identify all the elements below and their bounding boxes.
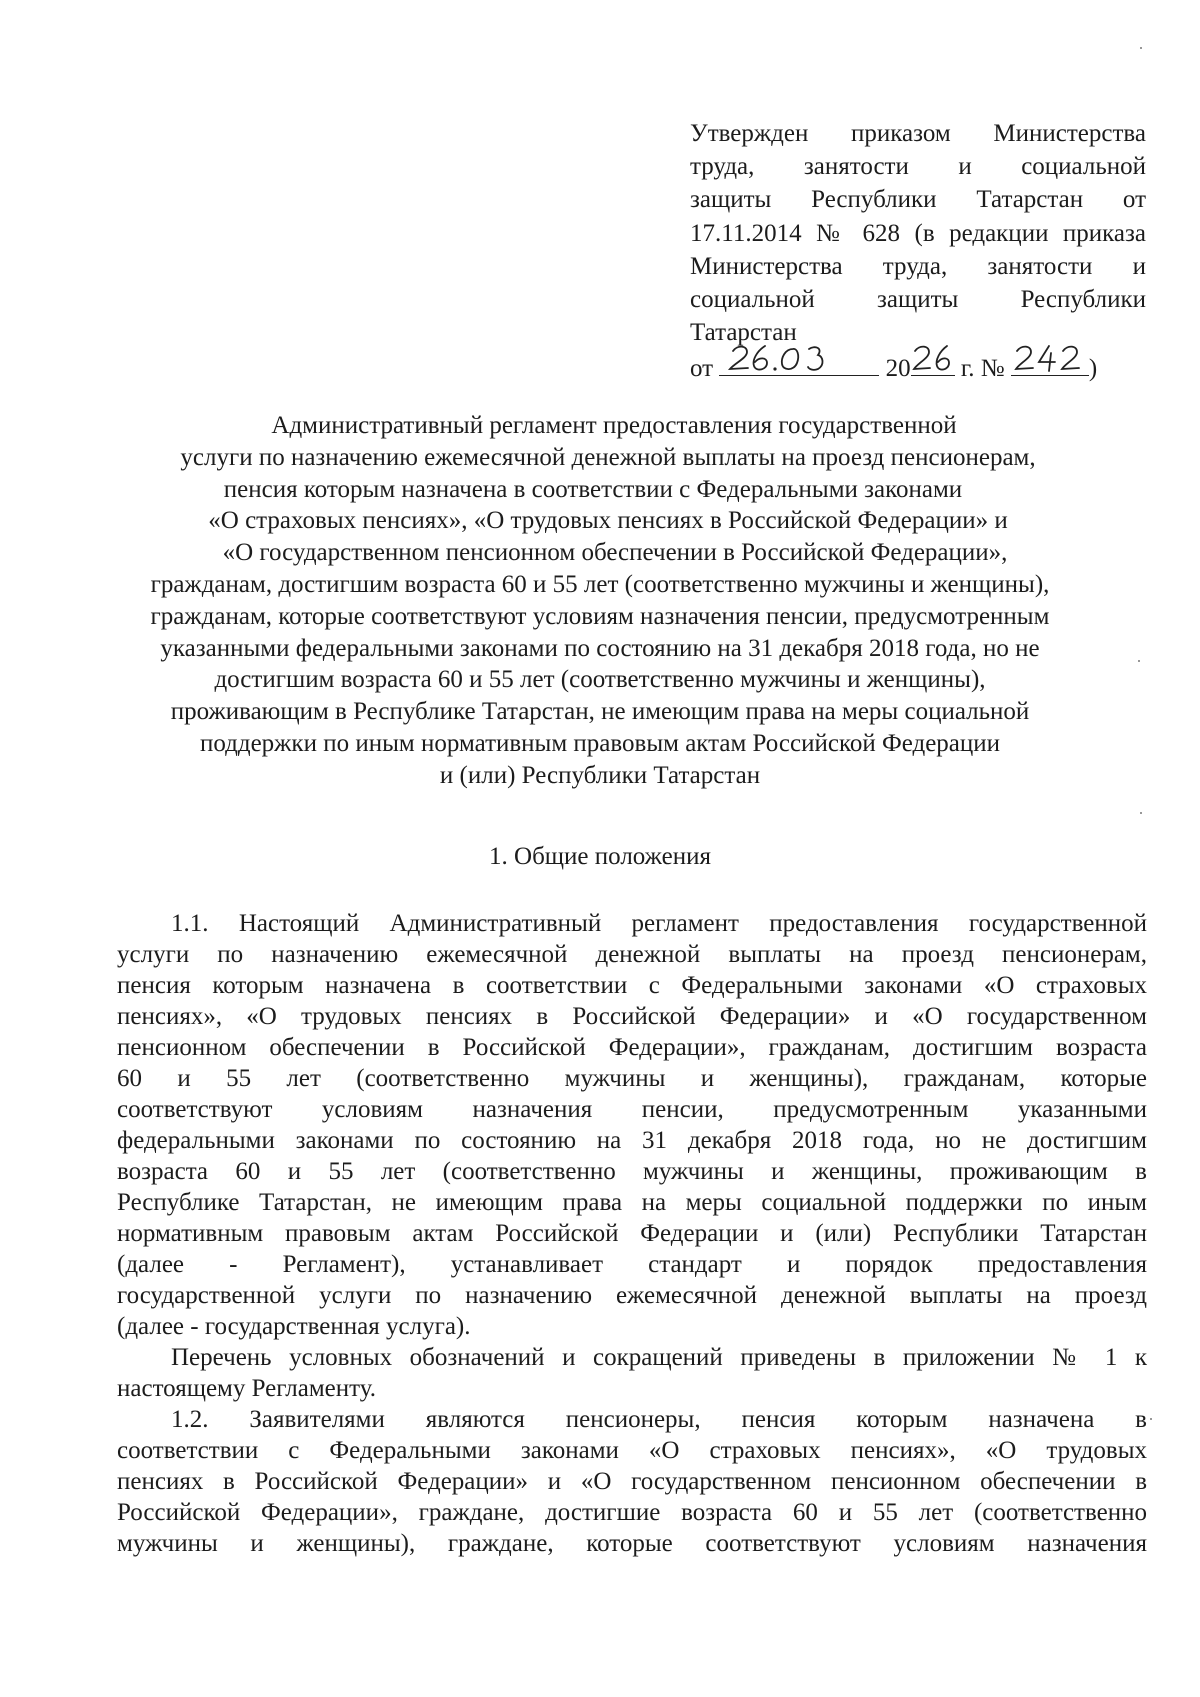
handwritten-date — [719, 349, 879, 376]
handwritten-number — [1011, 349, 1089, 376]
paragraph-line: Республике Татарстан, не имеющим права на меры социальной поддержки по иным — [117, 1189, 1147, 1216]
paragraph-line: 1.1. Настоящий Административный регламент предоставления государственной — [171, 910, 1147, 937]
paragraph-line: 60 и 55 лет (соответственно мужчины и женщины), гражданам, которые — [117, 1065, 1147, 1092]
title-line: гражданам, которые соответствуют условиям назначения пенсии, предусмотренным — [150, 602, 1050, 630]
paragraph-line: пенсионном обеспечении в Российской Федерации», гражданам, достигшим возраста — [117, 1034, 1147, 1061]
handwritten-number-strokes — [1011, 341, 1089, 375]
title-line: проживающим в Республике Татарстан, не имеющим права на меры социальной — [170, 698, 1030, 726]
title-line: пенсия которым назначена в соответствии с Федеральными законами — [223, 475, 963, 503]
title-line: Административный регламент предоставления государственной — [271, 412, 957, 439]
paragraph-1-2 — [117, 1404, 1147, 1559]
approval-date-line — [690, 349, 1146, 382]
paragraph-line: пенсиях в Российской Федерации» и «О государственном пенсионном обеспечении в — [117, 1468, 1147, 1495]
closing-paren: ) — [1088, 355, 1098, 383]
approval-line: социальной защиты Республики — [690, 286, 1146, 314]
scan-speck — [1138, 660, 1140, 662]
paragraph-line: пенсиях», «О трудовых пенсиях в Российской Федерации» и «О государственном — [117, 1003, 1147, 1030]
paragraph-line: нормативным правовым актам Российской Федерации и (или) Республики Татарстан — [117, 1220, 1147, 1247]
scan-speck — [1140, 812, 1142, 814]
handwritten-year-strokes — [911, 341, 955, 375]
approval-line: Татарстан — [690, 319, 797, 347]
approval-line: труда, занятости и социальной — [690, 153, 1146, 181]
paragraph-line: услуги по назначению ежемесячной денежной выплаты на проезд пенсионерам, — [117, 941, 1147, 968]
section-heading: 1. Общие положения — [489, 843, 711, 870]
approval-line: Министерства труда, занятости и — [690, 252, 1146, 280]
paragraph-line: настоящему Регламенту. — [117, 1375, 376, 1402]
scan-speck — [1150, 1418, 1152, 1420]
paragraph-line: Перечень условных обозначений и сокращений приведены в приложении № 1 к — [171, 1344, 1147, 1371]
paragraph-line: возраста 60 и 55 лет (соответственно мужчины и женщины, проживающим в — [117, 1158, 1147, 1185]
approval-line: 17.11.2014 № 628 (в редакции приказа — [690, 219, 1146, 247]
scan-speck — [1140, 47, 1142, 49]
title-line: указанными федеральными законами по состоянию на 31 декабря 2018 года, но не — [160, 634, 1040, 662]
title-line: «О страховых пенсиях», «О трудовых пенсиях в Российской Федерации» и — [208, 507, 1008, 535]
title-line: услуги по назначению ежемесячной денежной выплаты на проезд пенсионерам, — [180, 443, 1036, 471]
paragraph-abbreviations — [117, 1342, 1147, 1404]
date-prefix: от — [690, 355, 714, 383]
title-line: и (или) Республики Татарстан — [439, 761, 761, 789]
paragraph-line: соответствии с Федеральными законами «О страховых пенсиях», «О трудовых — [117, 1437, 1147, 1464]
document-title — [100, 410, 1100, 792]
handwritten-date-strokes — [719, 341, 879, 375]
year-prefix: 20 — [885, 355, 911, 383]
document-body — [117, 908, 1147, 1559]
paragraph-1-1 — [117, 908, 1147, 1342]
title-line: поддержки по иным нормативным правовым актам Российской Федерации — [199, 729, 1001, 757]
title-line: «О государственном пенсионном обеспечении в Российской Федерации», — [222, 539, 1008, 567]
paragraph-line: (далее - государственная услуга). — [117, 1313, 471, 1340]
paragraph-line: государственной услуги по назначению ежемесячной денежной выплаты на проезд — [117, 1282, 1147, 1309]
number-prefix: г. № — [960, 355, 1005, 383]
paragraph-line: 1.2. Заявителями являются пенсионеры, пенсия которым назначена в — [171, 1406, 1147, 1433]
paragraph-line: федеральными законами по состоянию на 31 декабря 2018 года, но не достигшим — [117, 1127, 1147, 1154]
paragraph-line: мужчины и женщины), граждане, которые соответствуют условиям назначения — [117, 1530, 1147, 1557]
paragraph-line: соответствуют условиям назначения пенсии, предусмотренным указанными — [117, 1096, 1147, 1123]
paragraph-line: пенсия которым назначена в соответствии с Федеральными законами «О страховых — [117, 972, 1147, 999]
title-line: гражданам, достигшим возраста 60 и 55 лет (соответственно мужчины и женщины), — [150, 570, 1050, 598]
approval-line: защиты Республики Татарстан от — [690, 186, 1146, 214]
approval-block — [690, 117, 1146, 382]
paragraph-line: Российской Федерации», граждане, достигшие возраста 60 и 55 лет (соответственно — [117, 1499, 1147, 1526]
approval-line: Утвержден приказом Министерства — [690, 120, 1146, 147]
paragraph-line: (далее - Регламент), устанавливает стандарт и порядок предоставления — [117, 1251, 1147, 1278]
title-line: достигшим возраста 60 и 55 лет (соответственно мужчины и женщины), — [214, 666, 986, 694]
handwritten-year — [911, 349, 955, 376]
